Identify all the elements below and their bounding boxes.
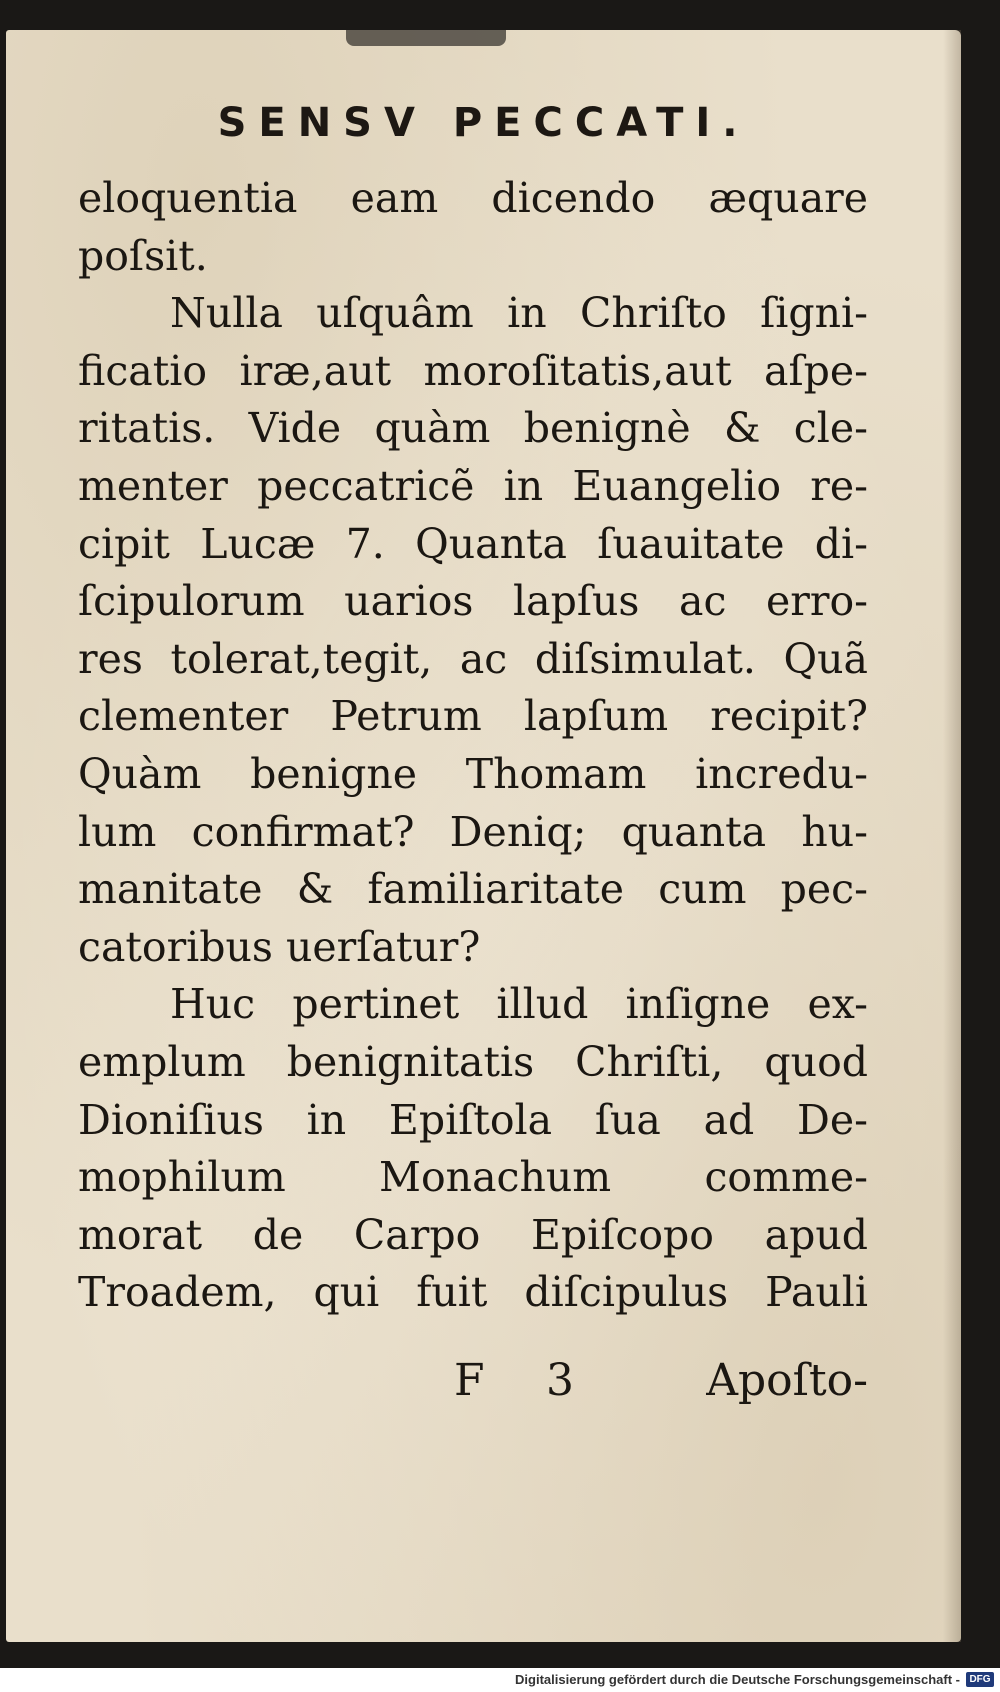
binding-gutter xyxy=(346,30,506,46)
signature-letter: F xyxy=(454,1355,485,1406)
text-line: Troadem, qui fuit diſcipulus Pauli xyxy=(78,1268,868,1317)
text-line: catoribus uerſatur? xyxy=(78,922,481,971)
text-line: emplum benignitatis Chriſti, quod xyxy=(78,1037,868,1086)
signature-line xyxy=(78,1355,868,1415)
text-line: morat de Carpo Epiſcopo apud xyxy=(78,1210,868,1259)
text-line: mophilum Monachum comme- xyxy=(78,1153,868,1202)
footer-bar xyxy=(0,1668,1000,1692)
text-line: manitate & familiaritate cum pec- xyxy=(78,865,868,914)
text-line: ritatis. Vide quàm benignè & cle- xyxy=(78,404,868,453)
text-line: lum confirmat? Deniq; quanta hu- xyxy=(78,807,868,856)
text-line: res tolerat,tegit, ac diſsimulat. Quã xyxy=(78,634,868,683)
catchword: Apoſto- xyxy=(706,1355,868,1406)
book-page xyxy=(6,30,961,1642)
text-line: menter peccatricẽ in Euangelio re- xyxy=(78,461,868,510)
body-text xyxy=(78,170,868,1322)
text-line: cipit Lucæ 7. Quanta ſuauitate di- xyxy=(78,519,868,568)
text-line: clementer Petrum lapſum recipit? xyxy=(78,692,868,741)
dfg-logo-icon: DFG xyxy=(966,1672,994,1687)
text-line: ſcipulorum uarios lapſus ac erro- xyxy=(78,577,868,626)
text-line: Nulla uſquâm in Chriſto ſigni- xyxy=(170,289,868,338)
signature-number: 3 xyxy=(546,1355,574,1406)
text-line: Dioniſius in Epiſtola ſua ad De- xyxy=(78,1095,868,1144)
running-title: SENSV PECCATI. xyxy=(217,100,750,146)
text-line: poſsit. xyxy=(78,231,208,280)
page-edge-shadow xyxy=(943,30,961,1642)
footer-credit: Digitalisierung gefördert durch die Deutsche Forschungsgemeinschaft - xyxy=(515,1672,960,1687)
text-line: eloquentia eam dicendo æquare xyxy=(78,174,868,222)
text-line: ficatio iræ,aut moroſitatis,aut aſpe- xyxy=(78,346,868,395)
text-line: Quàm benigne Thomam incredu- xyxy=(78,749,868,798)
text-line: Huc pertinet illud inſigne ex- xyxy=(170,980,868,1029)
